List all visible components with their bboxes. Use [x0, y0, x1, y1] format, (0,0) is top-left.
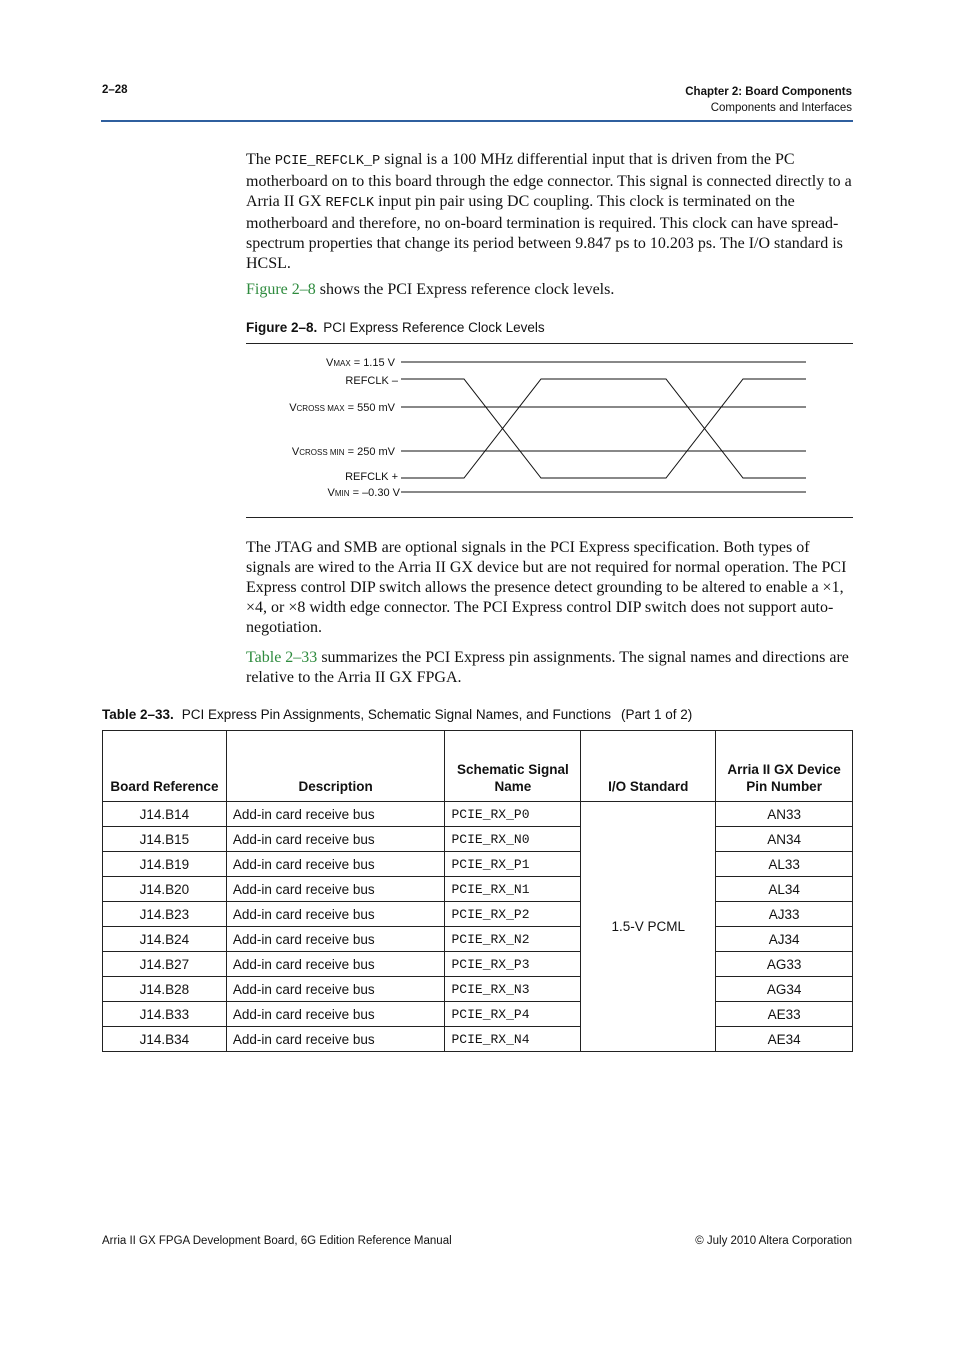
table-label: Table 2–33. [102, 707, 174, 722]
paragraph-jtag-smb: The JTAG and SMB are optional signals in the PCI Express specification. Both types of signals are wired to the Arria II GX device but are not required for normal operation. The PCI Express control DIP switch allows the presence detect grounding to be altered to enable a ×1, ×4, or ×8 width edge connector. The PCI Express control DIP switch does not support auto-negotiation. [246, 539, 847, 636]
cell-board-reference: J14.B19 [103, 852, 227, 877]
figure-link[interactable]: Figure 2–8 [246, 281, 316, 298]
cell-board-reference: J14.B14 [103, 802, 227, 827]
header-divider [101, 120, 853, 122]
cell-board-reference: J14.B23 [103, 902, 227, 927]
figure-bottom-rule [246, 517, 853, 518]
cell-pin-number: AG33 [716, 952, 853, 977]
refclk-minus-waveform [401, 379, 806, 478]
cell-board-reference: J14.B33 [103, 1002, 227, 1027]
code-pcie-refclk-p: PCIE_REFCLK_P [274, 154, 381, 169]
col-schematic-signal: Schematic Signal Name [445, 731, 581, 802]
footer-copyright: © July 2010 Altera Corporation [695, 1235, 852, 1247]
code-refclk: REFCLK [325, 196, 375, 211]
cell-pin-number: AE33 [716, 1002, 853, 1027]
cell-signal-name: PCIE_RX_N0 [445, 827, 581, 852]
table-row [103, 902, 853, 927]
cell-board-reference: J14.B15 [103, 827, 227, 852]
cell-board-reference: J14.B28 [103, 977, 227, 1002]
cell-signal-name: PCIE_RX_N4 [445, 1027, 581, 1052]
cell-pin-number: AN33 [716, 802, 853, 827]
figure-label: Figure 2–8. [246, 320, 318, 335]
refclk-plus-waveform [401, 379, 806, 478]
cell-board-reference: J14.B20 [103, 877, 227, 902]
table-row [103, 952, 853, 977]
cell-description: Add-in card receive bus [226, 927, 445, 952]
table-row [103, 827, 853, 852]
cell-description: Add-in card receive bus [226, 877, 445, 902]
paragraph-figure-ref: Figure 2–8 shows the PCI Express reference clock levels. [246, 281, 615, 298]
cell-pin-number: AN34 [716, 827, 853, 852]
table-row [103, 1027, 853, 1052]
table-caption [102, 707, 692, 722]
table-link[interactable]: Table 2–33 [246, 649, 318, 666]
cell-description: Add-in card receive bus [226, 1027, 445, 1052]
cell-description: Add-in card receive bus [226, 977, 445, 1002]
vmax-label: VMAX = 1.15 V [325, 357, 395, 369]
table-row [103, 927, 853, 952]
refclk-minus-label: REFCLK – [345, 375, 398, 387]
cell-signal-name: PCIE_RX_N3 [445, 977, 581, 1002]
cell-signal-name: PCIE_RX_P4 [445, 1002, 581, 1027]
cell-description: Add-in card receive bus [226, 902, 445, 927]
vmin-label: VMIN = –0.30 V [327, 487, 400, 499]
cell-signal-name: PCIE_RX_P2 [445, 902, 581, 927]
cell-board-reference: J14.B27 [103, 952, 227, 977]
table-row [103, 877, 853, 902]
table-part: (Part 1 of 2) [621, 707, 693, 722]
cell-board-reference: J14.B24 [103, 927, 227, 952]
cell-signal-name: PCIE_RX_P3 [445, 952, 581, 977]
figure-caption [246, 320, 545, 335]
cell-pin-number: AJ33 [716, 902, 853, 927]
section-title: Components and Interfaces [710, 102, 852, 114]
col-description: Description [226, 731, 445, 802]
cell-signal-name: PCIE_RX_N1 [445, 877, 581, 902]
cell-pin-number: AL33 [716, 852, 853, 877]
table-header-row [103, 731, 853, 802]
cell-pin-number: AG34 [716, 977, 853, 1002]
refclk-plus-label: REFCLK + [345, 471, 398, 483]
vcross-min-label: VCROSS MIN = 250 mV [291, 446, 395, 458]
footer-manual-title: Arria II GX FPGA Development Board, 6G Edition Reference Manual [102, 1235, 452, 1247]
table-row [103, 977, 853, 1002]
col-board-reference: Board Reference [103, 731, 227, 802]
cell-signal-name: PCIE_RX_N2 [445, 927, 581, 952]
cell-pin-number: AL34 [716, 877, 853, 902]
cell-description: Add-in card receive bus [226, 802, 445, 827]
cell-pin-number: AE34 [716, 1027, 853, 1052]
cell-pin-number: AJ34 [716, 927, 853, 952]
chapter-title: Chapter 2: Board Components [685, 86, 852, 98]
table-row [103, 852, 853, 877]
cell-board-reference: J14.B34 [103, 1027, 227, 1052]
table-title: PCI Express Pin Assignments, Schematic Signal Names, and Functions [181, 707, 611, 722]
pin-assignment-table [102, 730, 853, 1052]
cell-description: Add-in card receive bus [226, 1002, 445, 1027]
page-number: 2–28 [102, 84, 128, 96]
running-header [685, 84, 852, 116]
cell-io-standard: 1.5-V PCML [581, 802, 716, 1052]
table-row [103, 1002, 853, 1027]
figure-top-rule [246, 343, 853, 344]
cell-description: Add-in card receive bus [226, 952, 445, 977]
paragraph-refclk: The PCIE_REFCLK_P signal is a 100 MHz differential input that is driven from the PC motherboard on to this board through the edge connector. This signal is connected directly to a Arria II GX REFCLK input pin pair using DC coupling. This clock is terminated on the motherboard and therefore, no on-board termination is required. This clock can have spread-spectrum properties that change its period between 9.847 ps to 10.203 ps. The I/O standard is HCSL. [246, 151, 852, 272]
figure-title: PCI Express Reference Clock Levels [323, 320, 545, 335]
cell-description: Add-in card receive bus [226, 852, 445, 877]
clock-level-diagram [246, 345, 853, 505]
col-pin-number: Arria II GX Device Pin Number [716, 731, 853, 802]
vcross-max-label: VCROSS MAX = 550 mV [289, 402, 395, 414]
cell-signal-name: PCIE_RX_P1 [445, 852, 581, 877]
col-io-standard: I/O Standard [581, 731, 716, 802]
cell-signal-name: PCIE_RX_P0 [445, 802, 581, 827]
table-row [103, 802, 853, 827]
paragraph-table-ref: Table 2–33 summarizes the PCI Express pin assignments. The signal names and directions are relative to the Arria II GX FPGA. [246, 649, 849, 686]
cell-description: Add-in card receive bus [226, 827, 445, 852]
